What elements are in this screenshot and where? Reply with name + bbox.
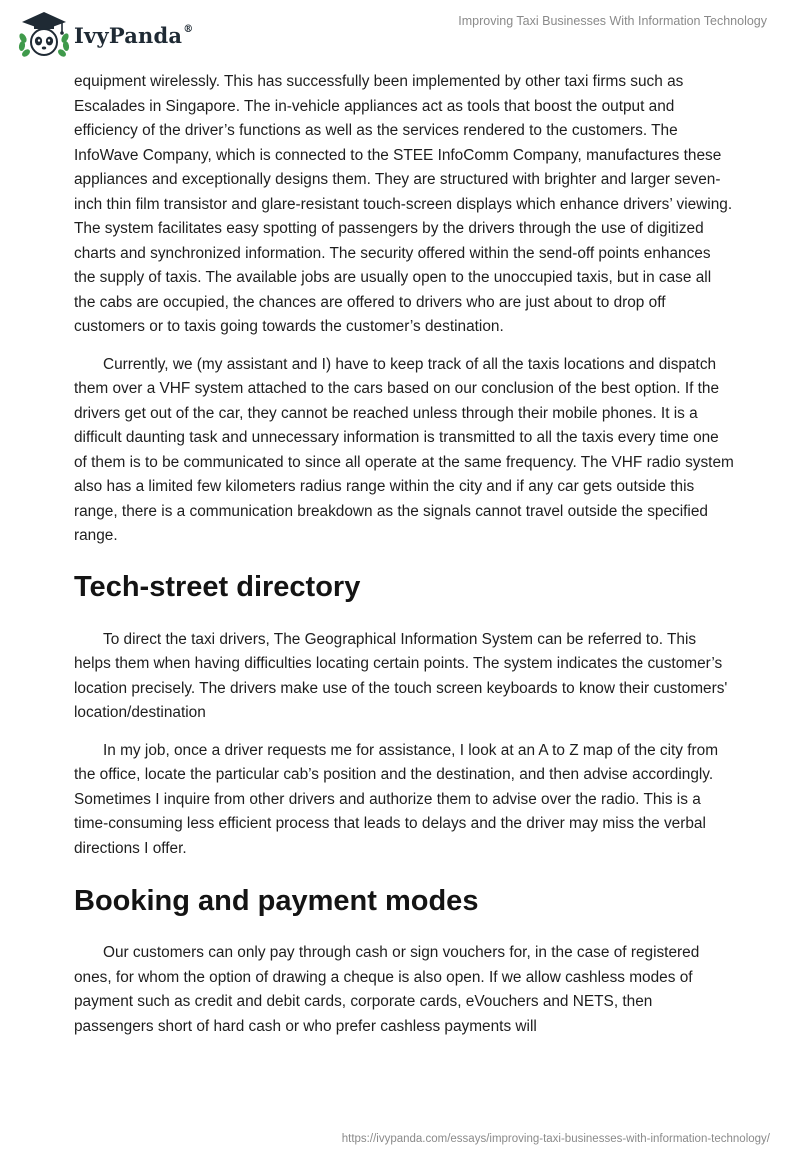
essay-content xyxy=(74,70,734,1052)
body-paragraph: Our customers can only pay through cash or sign vouchers for, in the case of registered ones, for whom the option of drawing a cheque is also open. If we allow cashless modes of payment such as credit and debit cards, corporate cards, eVouchers and NETS, then passengers short of hard cash or who prefer cashless payments will xyxy=(74,944,700,1035)
panda-graduate-icon xyxy=(14,8,70,58)
footer-source-url[interactable]: https://ivypanda.com/essays/improving-taxi-businesses-with-information-technology/ xyxy=(341,1133,770,1145)
ivypanda-logo[interactable] xyxy=(14,8,193,58)
body-paragraph: Currently, we (my assistant and I) have to keep track of all the taxis locations and dispatch them over a VHF system attached to the cars based on our conclusion of the best option. If the drivers get out of the car, they cannot be reached unless through their mobile phones. It is a difficult daunting task and unnecessary information is transmitted to all the taxis every time one of them is to be communicated to since all operate at the same frequency. The VHF radio system also has a limited few kilometers radius range within the city and if any car gets outside this range, there is a communication breakdown as the signals cannot travel outside the specified range. xyxy=(74,355,734,544)
section-heading-booking-and-payment-modes: Booking and payment modes xyxy=(74,885,479,917)
body-paragraph: In my job, once a driver requests me for assistance, I look at an A to Z map of the city from the office, locate the particular cab’s position and the destination, and then advise accordingly. Sometimes I inquire from other drivers and authorize them to advise over the radio. This is a time-consuming less efficient process that leads to delays and the driver may miss the verbal directions I offer. xyxy=(74,741,719,857)
body-paragraph: To direct the taxi drivers, The Geographical Information System can be referred to. This helps them when having difficulties locating certain points. The system indicates the customer’s location precisely. The drivers make use of the touch screen keyboards to know their customers' location/destination xyxy=(74,630,728,721)
page-header xyxy=(0,0,800,68)
body-paragraph-continued: equipment wirelessly. This has successfully been implemented by other taxi firms such as Escalades in Singapore. The in-vehicle appliances act as tools that boost the output and efficiency of the driver’s functions as well as the services rendered to the customers. The InfoWave Company, which is connected to the STEE InfoComm Company, manufactures these appliances and exceptionally designs them. They are structured with brighter and larger seven-inch thin film transistor and glare-resistant touch-screen displays which enhance drivers’ viewing. The system facilitates easy spotting of passengers by the drivers through the use of digitized charts and synchronized information. The security offered within the send-off points enhances the supply of taxis. The available jobs are usually open to the unoccupied taxis, but in case all the cabs are occupied, the chances are offered to drivers who are just about to drop off customers or to taxis going towards the customer’s destination. xyxy=(74,73,733,335)
logo-wordmark: IvyPanda® xyxy=(74,22,194,48)
document-title: Improving Taxi Businesses With Information Technology xyxy=(458,14,767,28)
section-heading-tech-street-directory: Tech-street directory xyxy=(74,570,361,603)
